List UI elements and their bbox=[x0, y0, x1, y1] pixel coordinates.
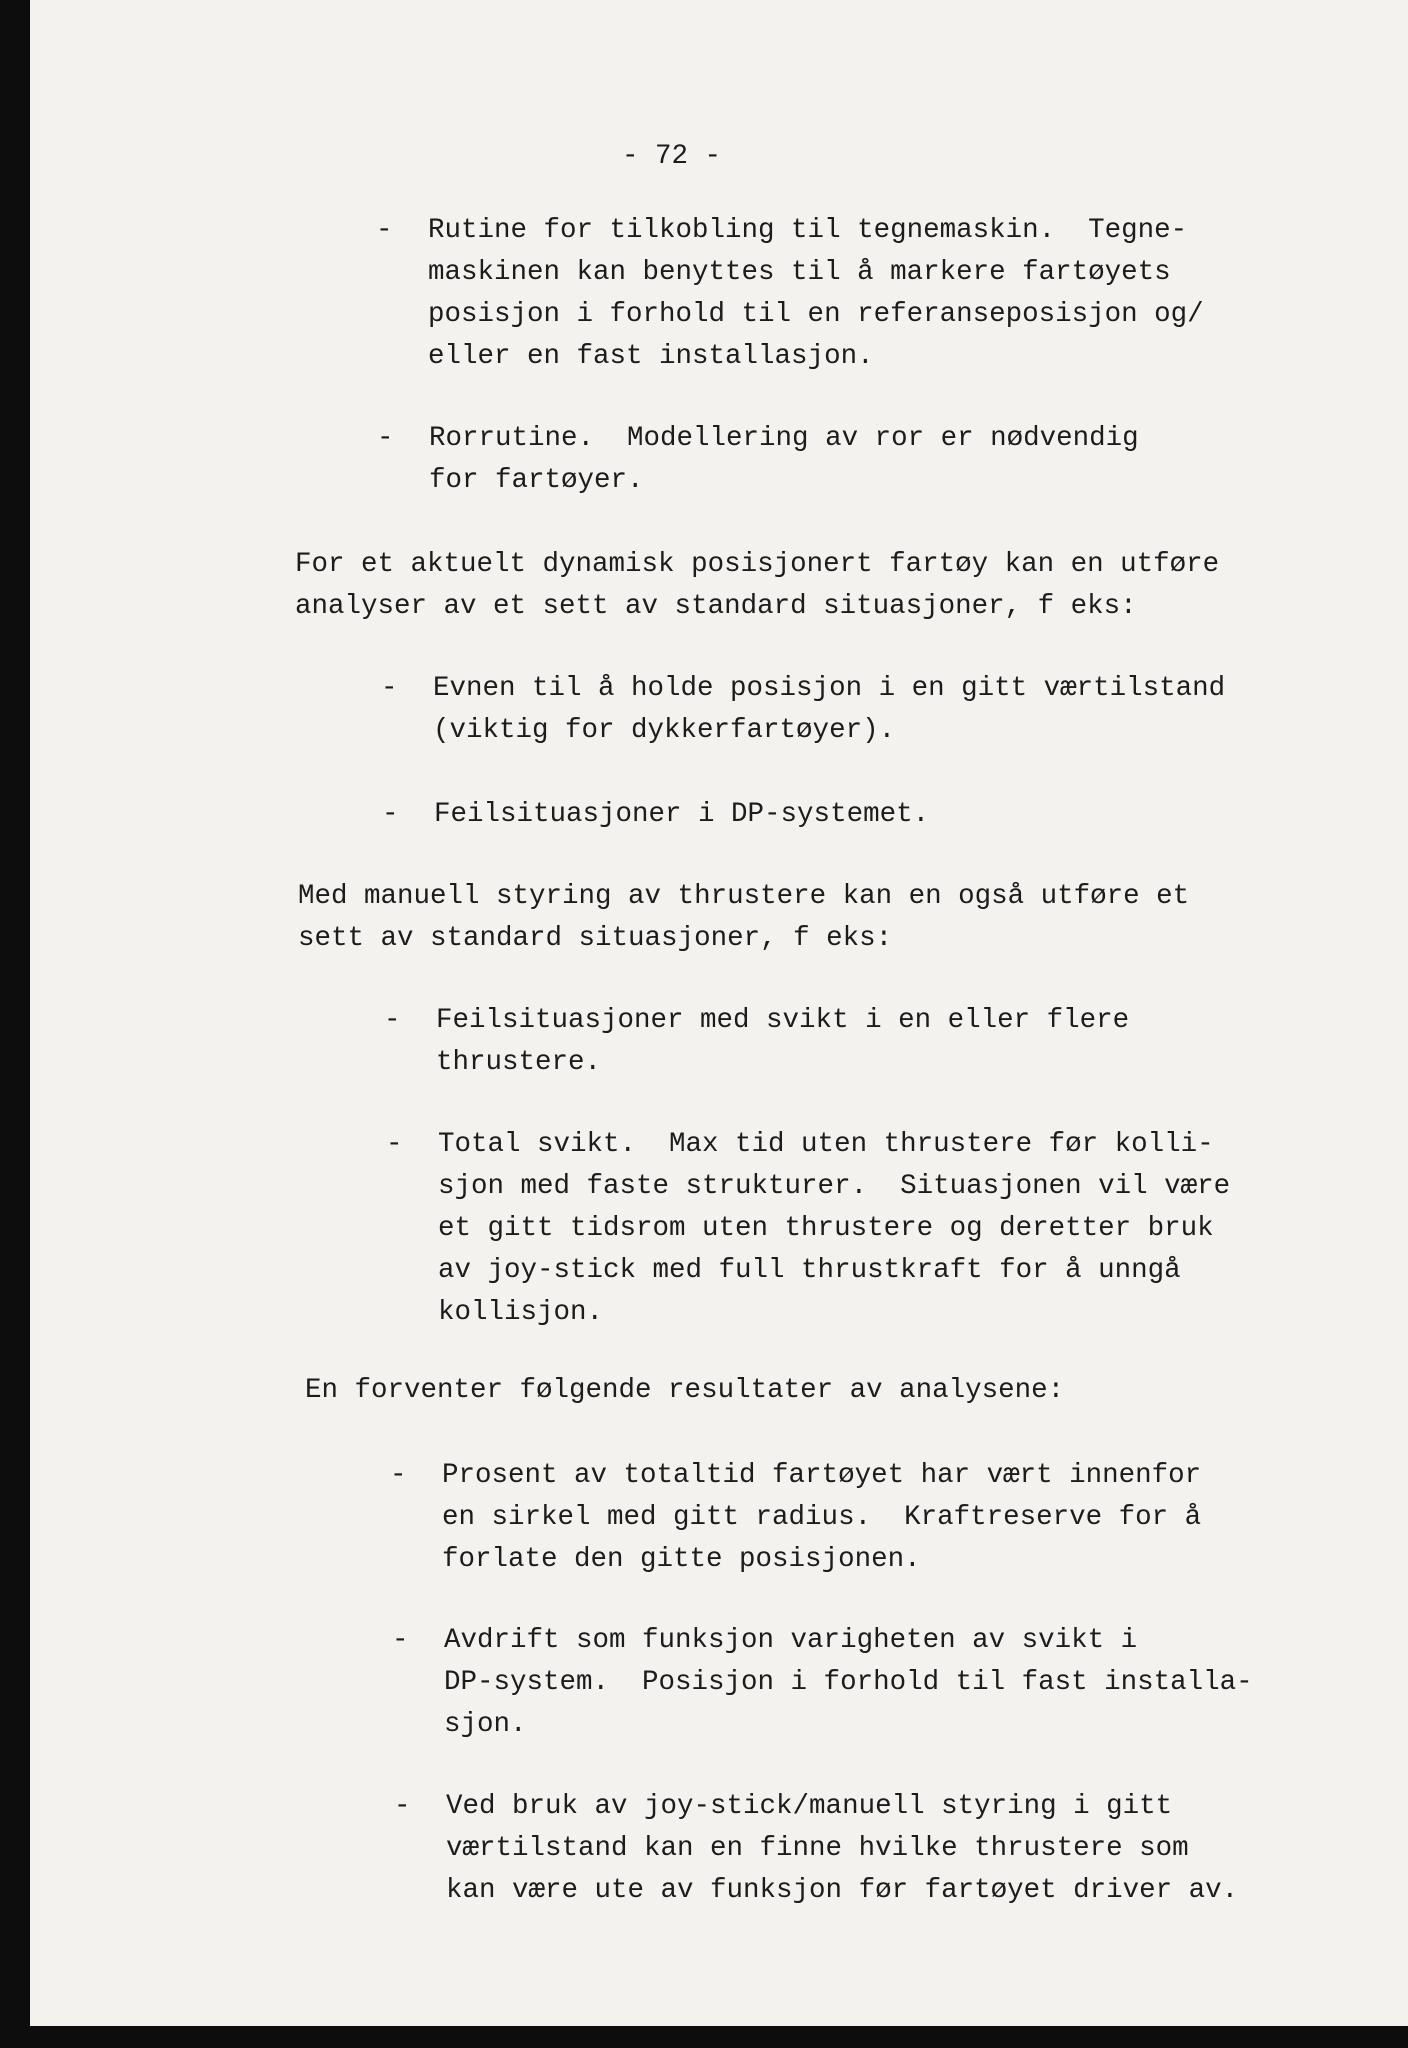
text-line: Avdrift som funksjon varigheten av svikt i bbox=[444, 1625, 1138, 1656]
text-line: Total svikt. Max tid uten thrustere før kolli- bbox=[438, 1129, 1214, 1160]
text-line: Evnen til å holde posisjon i en gitt værtilstand bbox=[433, 673, 1226, 704]
page-number: - 72 - bbox=[622, 141, 722, 172]
dash-bullet: - bbox=[382, 799, 399, 830]
text-line: DP-system. Posisjon i forhold til fast installa- bbox=[444, 1667, 1253, 1698]
text-line: posisjon i forhold til en referanseposisjon og/ bbox=[428, 299, 1204, 330]
dash-bullet: - bbox=[392, 1625, 409, 1656]
text-line: kollisjon. bbox=[438, 1297, 604, 1328]
text-line: thrustere. bbox=[436, 1047, 602, 1078]
text-line: For et aktuelt dynamisk posisjonert fartøy kan en utføre bbox=[295, 549, 1220, 580]
text-line: analyser av et sett av standard situasjoner, f eks: bbox=[295, 591, 1137, 622]
text-line: sjon med faste strukturer. Situasjonen vil være bbox=[438, 1171, 1231, 1202]
text-line: kan være ute av funksjon før fartøyet driver av. bbox=[446, 1875, 1239, 1906]
text-line: et gitt tidsrom uten thrustere og deretter bruk bbox=[438, 1213, 1214, 1244]
text-line: Prosent av totaltid fartøyet har vært innenfor bbox=[442, 1460, 1202, 1491]
dash-bullet: - bbox=[394, 1791, 411, 1822]
text-line: Rutine for tilkobling til tegnemaskin. Tegne- bbox=[428, 215, 1188, 246]
text-line: for fartøyer. bbox=[429, 465, 644, 496]
dash-bullet: - bbox=[386, 1129, 403, 1160]
text-line: Feilsituasjoner med svikt i en eller flere bbox=[436, 1005, 1130, 1036]
paragraph bbox=[295, 544, 1295, 628]
text-line: forlate den gitte posisjonen. bbox=[442, 1544, 921, 1575]
dash-bullet: - bbox=[390, 1460, 407, 1491]
dash-bullet: - bbox=[384, 1005, 401, 1036]
text-line: Med manuell styring av thrustere kan en også utføre et bbox=[298, 881, 1190, 912]
scanned-page bbox=[30, 0, 1408, 2026]
text-line: En forventer følgende resultater av analysene: bbox=[305, 1375, 1065, 1406]
dash-bullet: - bbox=[381, 673, 398, 704]
text-line: sjon. bbox=[444, 1709, 527, 1740]
text-line: sett av standard situasjoner, f eks: bbox=[298, 923, 893, 954]
text-line: en sirkel med gitt radius. Kraftreserve for å bbox=[442, 1502, 1202, 1533]
text-line: Ved bruk av joy-stick/manuell styring i gitt bbox=[446, 1791, 1173, 1822]
text-line: Rorrutine. Modellering av ror er nødvendig bbox=[429, 423, 1139, 454]
page-text bbox=[30, 0, 1408, 2026]
text-line: (viktig for dykkerfartøyer). bbox=[433, 715, 896, 746]
text-line: værtilstand kan en finne hvilke thrustere som bbox=[446, 1833, 1189, 1864]
text-line: Feilsituasjoner i DP-systemet. bbox=[434, 799, 930, 830]
dash-bullet: - bbox=[376, 215, 393, 246]
text-line: av joy-stick med full thrustkraft for å unngå bbox=[438, 1255, 1181, 1286]
text-line: eller en fast installasjon. bbox=[428, 341, 874, 372]
text-line: maskinen kan benyttes til å markere fartøyets bbox=[428, 257, 1171, 288]
dash-bullet: - bbox=[377, 423, 394, 454]
paragraph bbox=[298, 876, 1298, 960]
paragraph bbox=[305, 1370, 1305, 1412]
